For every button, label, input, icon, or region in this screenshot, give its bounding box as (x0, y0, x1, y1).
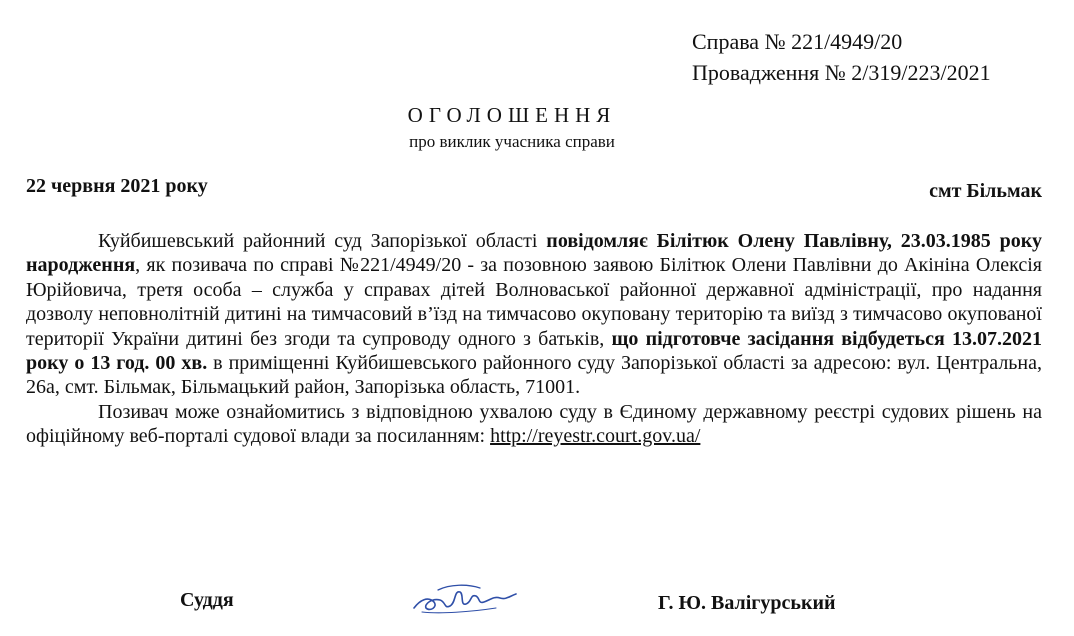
handwritten-signature (410, 578, 520, 618)
notice-title: ОГОЛОШЕННЯ (407, 103, 617, 127)
case-info-block (692, 26, 991, 88)
paragraph-notified-person: повідомляє Білітюк Олену Павлівну, 23.03.1985 року народження (26, 230, 1042, 277)
paragraph-hearing-time: що підготовче засідання відбудеться 13.07.2021 року о 13 год. 00 хв. (26, 327, 1042, 375)
signature-role: Суддя (180, 589, 234, 611)
paragraph-court-address: в приміщенні Куйбишевського районного суду Запорізької області за адресою: вул. Центральна, 26а, смт. Більмак, Більмацький район, Запорізька область, 71001. (26, 352, 1043, 399)
notice-paragraph-main (26, 229, 1042, 400)
registry-link[interactable]: http://reyestr.court.gov.ua/ (490, 425, 701, 448)
notice-subtitle: про виклик учасника справи (409, 132, 615, 151)
notice-body (26, 229, 1042, 449)
notice-paragraph-registry (26, 400, 1042, 449)
paragraph-case-details: , як позивача по справі №221/4949/20 - за позовною заявою Білітюк Олени Павлівни до Акініна Олексія Юрійовича, третя особа – служба у справах дітей Волноваської районної державної адміністрації, про надання дозволу неповнолітній дитині на тимчасовий в’їзд на тимчасово окуповану територію та виїзд з тимчасово окупованої території України дитині без згоди та супроводу одного з батьків, (26, 254, 1042, 350)
registry-text: Позивач може ознайомитись з відповідною ухвалою суду в Єдиному державному реєстрі судових рішень на офіційному веб-порталі судової влади за посиланням: (26, 400, 1042, 448)
paragraph-court-intro: Куйбишевський районний суд Запорізької області (98, 230, 547, 252)
notice-place: смт Більмак (929, 180, 1042, 202)
notice-date: 22 червня 2021 року (26, 175, 208, 197)
proceeding-number: Провадження № 2/319/223/2021 (692, 60, 991, 85)
case-number: Справа № 221/4949/20 (692, 29, 903, 54)
judge-name: Г. Ю. Валігурський (658, 592, 836, 614)
